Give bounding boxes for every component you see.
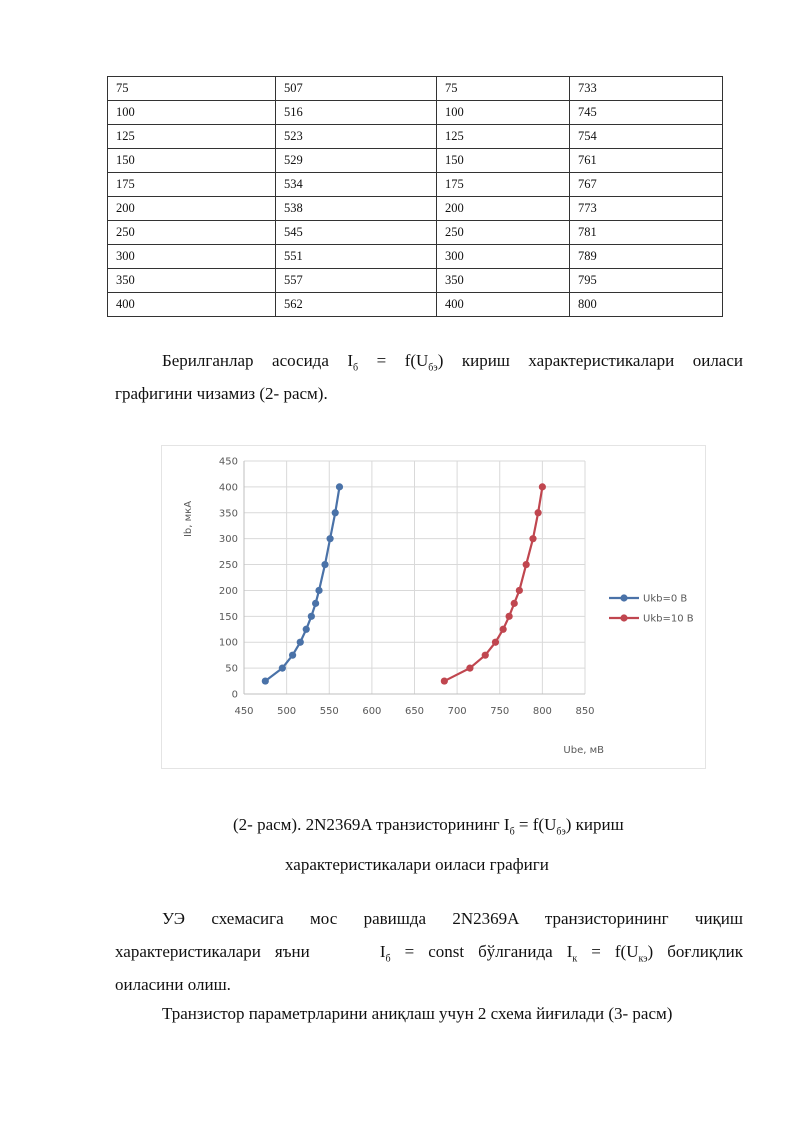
x-tick-label: 800 [532,706,552,717]
x-tick-label: 650 [404,706,425,717]
data-point [327,535,334,542]
table-cell: 761 [570,149,723,173]
data-point [308,613,315,620]
paragraph-output-line1: УЭ схемасига мос равишда 2N2369A транзисторининг чиқиш [162,909,743,928]
paragraph-intro-line1: Берилганлар асосида $I_б = f(U_{бэ})$ кириш характеристикалари оиласи [162,351,743,374]
paragraph-output [115,902,743,1001]
data-point [312,600,319,607]
y-axis-title: Ib, мкА [183,500,194,538]
table-row [108,221,723,245]
table-cell: 300 [108,245,276,269]
table-row [108,125,723,149]
legend-swatch-marker [620,594,627,601]
table-cell: 795 [570,269,723,293]
table-cell: 781 [570,221,723,245]
table-cell: 150 [437,149,570,173]
chart [161,445,706,769]
table-cell: 300 [437,245,570,269]
y-tick-label: 200 [218,585,238,597]
data-point [289,652,296,659]
data-point [523,561,530,568]
paragraph-parameters-line1: Транзистор параметрларини аниқлаш учун 2 схема йиғилади (3- расм) [162,1004,673,1023]
paragraph-intro [115,344,743,410]
table-cell: 250 [108,221,276,245]
table-cell: 150 [108,149,276,173]
table-cell: 800 [570,293,723,317]
table-row [108,245,723,269]
data-point [321,561,328,568]
table-cell: 250 [437,221,570,245]
table-cell: 75 [108,77,276,101]
y-tick-label: 250 [218,560,238,572]
data-point [500,626,507,633]
table-cell: 551 [276,245,437,269]
table-cell: 767 [570,173,723,197]
data-point [303,626,310,633]
table-cell: 175 [108,173,276,197]
data-point [297,639,304,646]
table-cell: 534 [276,173,437,197]
y-tick-label: 350 [218,508,238,520]
data-point [332,509,339,516]
table-cell: 789 [570,245,723,269]
legend-swatch-marker [620,614,627,621]
y-tick-label: 0 [231,689,238,701]
x-tick-label: 500 [277,706,297,717]
data-point [466,665,473,672]
table-row [108,173,723,197]
paragraph-intro-line2: графигини чизамиз (2- расм). [115,384,328,403]
table-cell: 175 [437,173,570,197]
legend-label: Ukb=10 B [643,613,694,625]
data-point [506,613,513,620]
data-point [482,652,489,659]
table-row [108,197,723,221]
table-cell: 538 [276,197,437,221]
paragraph-output-line3: оиласини олиш. [115,975,231,994]
y-tick-label: 50 [225,663,238,675]
table-cell: 562 [276,293,437,317]
table-cell: 754 [570,125,723,149]
series-line [444,487,542,681]
table-cell: 516 [276,101,437,125]
table-cell: 350 [108,269,276,293]
y-tick-label: 450 [218,456,238,468]
table-cell: 125 [437,125,570,149]
x-tick-label: 750 [490,706,510,717]
caption-line1: (2- расм). 2N2369A транзисторининг $I_б = f(U_{бэ})$ кириш [233,815,624,838]
table-cell: 100 [437,101,570,125]
x-tick-label: 450 [234,706,254,717]
table-row [108,269,723,293]
series-line [265,487,339,681]
legend-label: Ukb=0 B [643,593,688,605]
table-cell: 200 [437,197,570,221]
data-point [516,587,523,594]
x-tick-label: 700 [447,706,467,717]
data-table-body [108,77,723,317]
table-cell: 200 [108,197,276,221]
paragraph-parameters [115,997,743,1030]
table-cell: 557 [276,269,437,293]
data-point [441,677,448,684]
data-point [492,639,499,646]
table-row [108,77,723,101]
table-cell: 400 [108,293,276,317]
data-table [107,76,723,317]
data-point [279,665,286,672]
table-cell: 100 [108,101,276,125]
table-row [108,293,723,317]
data-point [535,509,542,516]
data-point [529,535,536,542]
y-tick-label: 300 [218,534,238,546]
table-cell: 773 [570,197,723,221]
x-tick-label: 600 [362,706,382,717]
table-cell: 350 [437,269,570,293]
data-point [315,587,322,594]
chart-svg [162,446,705,768]
caption-line2: характеристикалари оиласи графиги [285,855,549,875]
x-tick-label: 850 [575,706,595,717]
y-tick-label: 150 [218,611,238,623]
table-row [108,101,723,125]
data-point [511,600,518,607]
table-cell: 75 [437,77,570,101]
figure-caption [100,808,700,881]
x-tick-label: 550 [319,706,339,717]
data-point [262,677,269,684]
table-cell: 529 [276,149,437,173]
table-cell: 507 [276,77,437,101]
table-row [108,149,723,173]
x-axis-title: Ube, мВ [563,745,604,756]
table-cell: 400 [437,293,570,317]
table-cell: 733 [570,77,723,101]
table-cell: 545 [276,221,437,245]
y-tick-label: 100 [218,637,238,649]
table-cell: 125 [108,125,276,149]
y-tick-label: 400 [218,482,238,494]
data-point [539,483,546,490]
table-cell: 523 [276,125,437,149]
data-point [336,483,343,490]
paragraph-output-line2: характеристикалари яъни $I_б$ = const бўлганида $I_к = f(U_{кэ})$ боғлиқлик [115,942,744,965]
table-cell: 745 [570,101,723,125]
